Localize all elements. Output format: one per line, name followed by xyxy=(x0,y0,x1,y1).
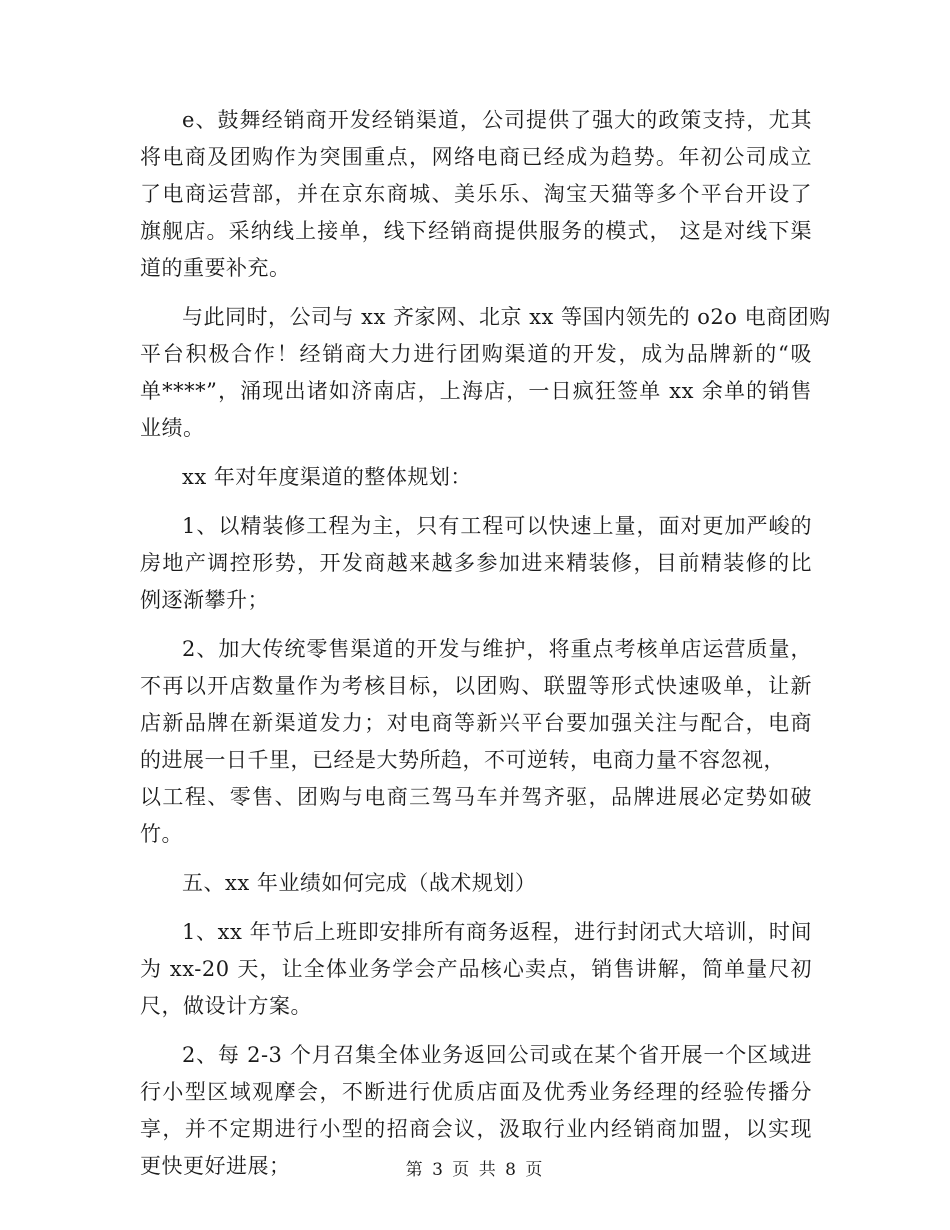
text-line: 享，并不定期进行小型的招商会议，汲取行业内经销商加盟，以实现 xyxy=(140,1117,812,1141)
paragraph-plan-item-1 xyxy=(140,514,812,625)
section-heading: xx 年对年度渠道的整体规划： xyxy=(182,465,472,489)
text-line: 1、xx 年节后上班即安排所有商务返程，进行封闭式大培训，时间 xyxy=(182,920,812,944)
text-line: 了电商运营部，并在京东商城、美乐乐、淘宝天猫等多个平台开设了 xyxy=(140,182,812,206)
text-line: 道的重要补充。 xyxy=(140,256,291,280)
text-line: e、鼓舞经销商开发经销渠道，公司提供了强大的政策支持，尤其 xyxy=(182,108,812,132)
document-body xyxy=(140,108,831,1203)
text-line: 2、每 2-3 个月召集全体业务返回公司或在某个省开展一个区域进 xyxy=(182,1043,812,1067)
text-line: 旗舰店。采纳线上接单，线下经销商提供服务的模式， 这是对线下渠 xyxy=(140,219,812,243)
text-line: 为 xx-20 天，让全体业务学会产品核心卖点，销售讲解，简单量尺初 xyxy=(140,957,812,981)
section-heading: 五、xx 年业绩如何完成（战术规划） xyxy=(182,871,537,895)
text-line: 例逐渐攀升； xyxy=(140,588,269,612)
paragraph-group-buying xyxy=(140,305,831,453)
text-line: 1、以精装修工程为主，只有工程可以快速上量，面对更加严峻的 xyxy=(182,514,812,538)
text-line: 的进展一日千里，已经是大势所趋，不可逆转，电商力量不容忽视， xyxy=(140,748,785,772)
text-line: 不再以开店数量作为考核目标，以团购、联盟等形式快速吸单，让新 xyxy=(140,674,812,698)
page-number-footer: 第 3 页 共 8 页 xyxy=(405,1160,545,1180)
text-line: 更快更好进展； xyxy=(140,1154,291,1178)
text-line: 平台积极合作！经销商大力进行团购渠道的开发，成为品牌新的“吸 xyxy=(140,342,812,366)
paragraph-section-five-heading xyxy=(140,871,812,908)
paragraph-ecommerce-channel xyxy=(140,108,812,293)
paragraph-annual-plan-heading xyxy=(140,465,812,502)
text-line: 2、加大传统零售渠道的开发与维护，将重点考核单店运营质量， xyxy=(182,637,812,661)
text-line: 单****”，涌现出诸如济南店，上海店，一日疯狂签单 xx 余单的销售 xyxy=(140,379,812,403)
text-line: 与此同时，公司与 xx 齐家网、北京 xx 等国内领先的 o2o 电商团购 xyxy=(182,305,831,329)
text-line: 将电商及团购作为突围重点，网络电商已经成为趋势。年初公司成立 xyxy=(140,145,812,169)
text-line: 房地产调控形势，开发商越来越多参加进来精装修，目前精装修的比 xyxy=(140,551,812,575)
text-line: 业绩。 xyxy=(140,416,205,440)
text-line: 竹。 xyxy=(140,822,183,846)
text-line: 尺，做设计方案。 xyxy=(140,994,312,1018)
text-line: 以工程、零售、团购与电商三驾马车并驾齐驱，品牌进展必定势如破 xyxy=(140,785,812,809)
text-line: 店新品牌在新渠道发力；对电商等新兴平台要加强关注与配合，电商 xyxy=(140,711,812,735)
paragraph-plan-item-2 xyxy=(140,637,812,859)
text-line: 行小型区域观摩会，不断进行优质店面及优秀业务经理的经验传播分 xyxy=(140,1080,812,1104)
paragraph-tactic-item-1 xyxy=(140,920,812,1031)
